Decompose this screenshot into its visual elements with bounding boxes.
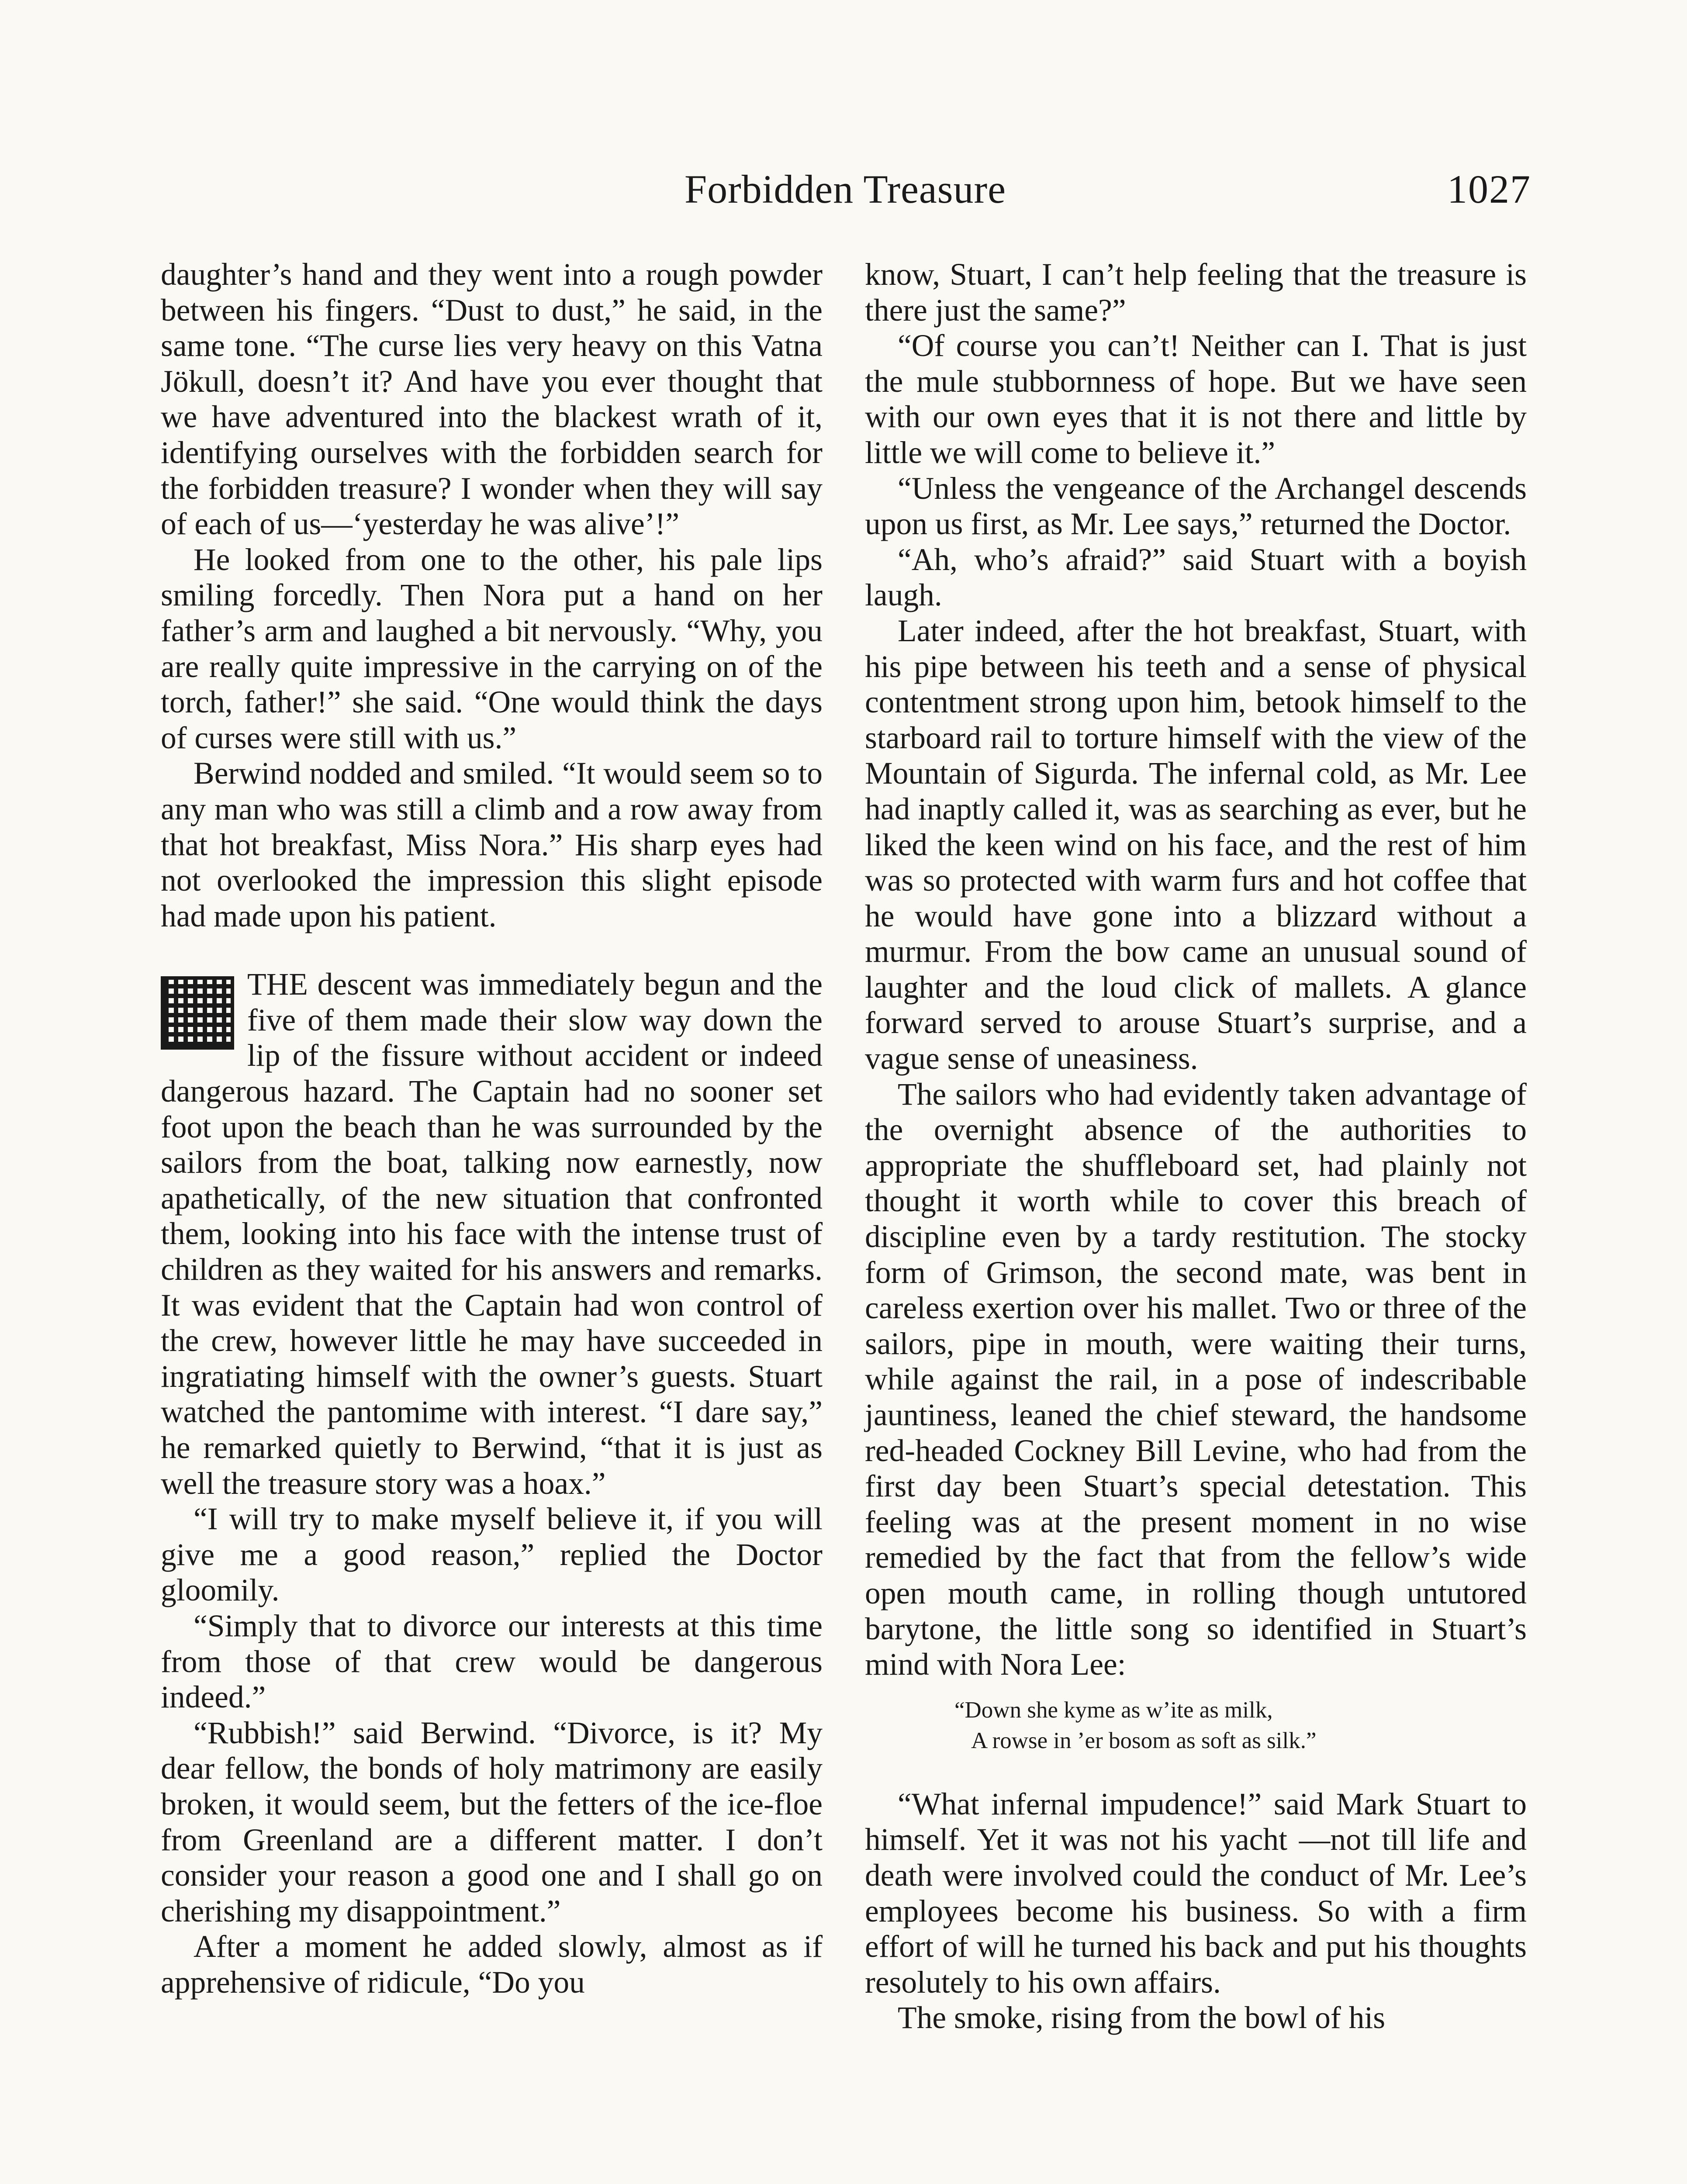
paragraph: Later indeed, after the hot breakfast, Stuart, with his pipe between his teeth and a sense of physical contentment strong upon him, betook himself to the starboard rail to torture himself with the view of the Mountain of Sigurda. The infernal cold, as Mr. Lee had inaptly called it, was as searching as ever, but he liked the keen wind on his face, and the rest of him was so protected with warm furs and hot coffee that he would have gone into a blizzard without a murmur. From the bow came an unusual sound of laughter and the loud click of mallets. A glance forward served to arouse Stuart’s surprise, and a vague sense of uneasiness. bbox=[865, 613, 1527, 1076]
paragraph: “I will try to make myself believe it, if you will give me a good reason,” replied the Doctor gloomily. bbox=[161, 1502, 823, 1608]
paragraph: “Of course you can’t! Neither can I. That is just the mule stubbornness of hope. But we have seen with our own eyes that it is not there and little by little we will come to believe it.” bbox=[865, 328, 1527, 470]
section-break bbox=[161, 934, 823, 967]
paragraph: The smoke, rising from the bowl of his bbox=[898, 2001, 1386, 2035]
paragraph: “Rubbish!” said Berwind. “Divorce, is it? My dear fellow, the bonds of holy matrimony are easily broken, it would seem, but the fetters of the ice-floe from Greenland are a different matter. I don’t consider your reason a good one and I shall go on cherishing my disappointment.” bbox=[161, 1715, 823, 1928]
story-title: Forbidden Treasure bbox=[684, 167, 1006, 211]
paragraph: “Unless the vengeance of the Archangel descends upon us first, as Mr. Lee says,” returned the Doctor. bbox=[865, 471, 1527, 542]
paragraph: The sailors who had evidently taken advantage of the overnight absence of the authorities to appropriate the shuffleboard set, had plainly not thought it worth while to cover this breach of discipline even by a tardy restitution. The stocky form of Grimson, the second mate, was bent in careless exertion over his mallet. Two or three of the sailors, pipe in mouth, were waiting their turns, while against the rail, in a pose of indescribable jauntiness, leaned the chief steward, the handsome red-headed Cockney Bill Levine, who had from the first day been Stuart’s special detestation. This feeling was at the present moment in no wise remedied by the fact that from the fellow’s wide open mouth came, in rolling though untutored barytone, the little song so identified in Stuart’s mind with Nora Lee: bbox=[865, 1077, 1527, 1682]
right-column bbox=[865, 257, 1527, 2036]
page-number: 1027 bbox=[1447, 167, 1531, 211]
left-column bbox=[161, 257, 823, 2001]
verse-line: “Down she kyme as w’ite as milk, bbox=[954, 1697, 1273, 1723]
paragraph: “What infernal impudence!” said Mark Stuart to himself. Yet it was not his yacht —not till life and death were involved could the conduct of Mr. Lee’s employees become his business. So with a firm effort of will he turned his back and put his thoughts resolutely to his own affairs. bbox=[865, 1787, 1527, 2000]
paragraph: Berwind nodded and smiled. “It would seem so to any man who was still a climb and a row away from that hot breakfast, Miss Nora.” His sharp eyes had not overlooked the impression this slight episode had made upon his patient. bbox=[161, 756, 823, 933]
paragraph: know, Stuart, I can’t help feeling that the treasure is there just the same?” bbox=[865, 257, 1527, 328]
paragraph: daughter’s hand and they went into a rough powder between his fingers. “Dust to dust,” he said, in the same tone. “The curse lies very heavy on this Vatna Jökull, doesn’t it? And have you ever thought that we have adventured into the blackest wrath of it, identifying ourselves with the forbidden search for the forbidden treasure? I wonder when they will say of each of us—‘yesterday he was alive’!” bbox=[161, 257, 823, 542]
section-ornament-icon bbox=[161, 976, 234, 1050]
paragraph: “Ah, who’s afraid?” said Stuart with a boyish laugh. bbox=[865, 542, 1527, 613]
paragraph: “Simply that to divorce our interests at this time from those of that crew would be dangerous indeed.” bbox=[161, 1608, 823, 1715]
verse-line: A rowse in ’er bosom as soft as silk.” bbox=[971, 1728, 1317, 1753]
running-head bbox=[159, 166, 1531, 218]
song-verse bbox=[954, 1695, 1527, 1756]
paragraph: After a moment he added slowly, almost as if apprehensive of ridicule, “Do you bbox=[161, 1929, 823, 2000]
section-opening-paragraph bbox=[161, 967, 823, 1501]
section-opening-text: THE descent was immediately begun and the five of them made their slow way down the lip of the fissure without accident or indeed dangerous hazard. The Captain had no sooner set foot upon the beach than he was surrounded by the sailors from the boat, talking now earnestly, now apathetically, of the new situation that confronted them, looking into his face with the intense trust of children as they waited for his answers and remarks. It was evident that the Captain had won control of the crew, however little he may have succeeded in ingratiating himself with the owner’s guests. Stuart watched the pantomime with interest. “I dare say,” he remarked quietly to Berwind, “that it is just as well the treasure story was a hoax.” bbox=[161, 967, 823, 1501]
paragraph: He looked from one to the other, his pale lips smiling forcedly. Then Nora put a hand on her father’s arm and laughed a bit nervously. “Why, you are really quite impressive in the carrying on of the torch, father!” she said. “One would think the days of curses were still with us.” bbox=[161, 542, 823, 755]
